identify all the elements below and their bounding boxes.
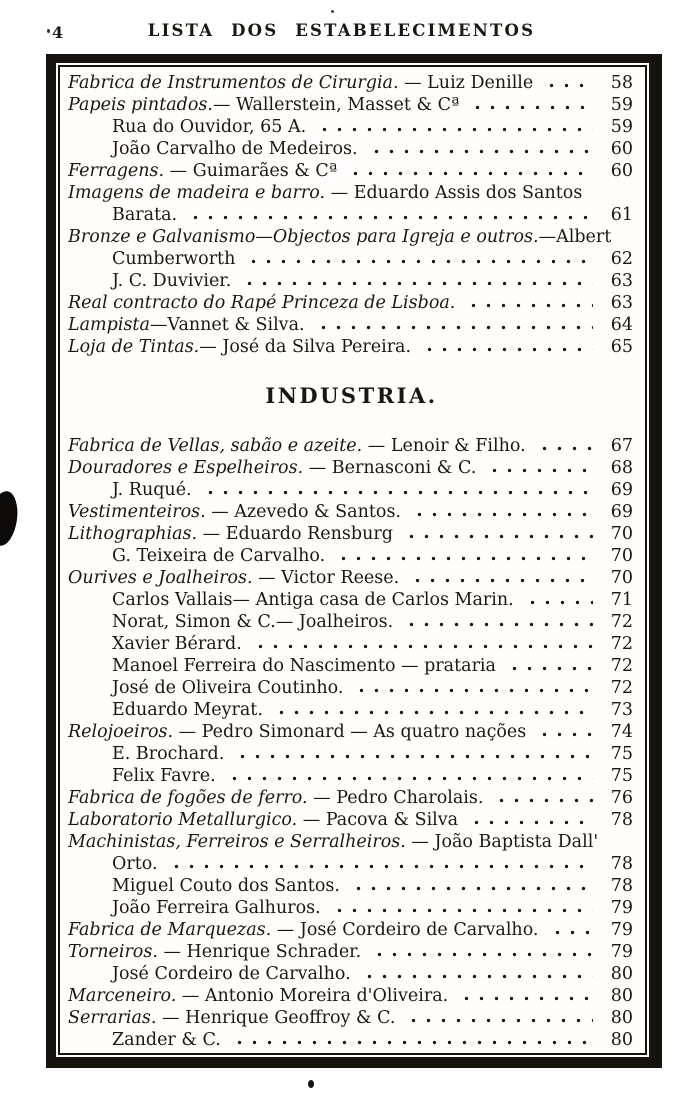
entry-category-italic: Loja de Tintas.	[68, 337, 200, 357]
entry-name-roman: Carlos Vallais— Antiga casa de Carlos Marin.	[112, 590, 514, 610]
entry-page-number: 70	[610, 568, 633, 588]
entry-page-number: 60	[610, 161, 633, 181]
entry-name-roman: — Antonio Moreira d'Oliveira.	[176, 986, 449, 1006]
dot-leader	[368, 941, 593, 963]
index-entry-row	[68, 226, 635, 248]
dot-leader	[521, 589, 593, 611]
entry-name-roman: — José da Silva Pereira.	[199, 337, 412, 357]
entry-name-roman: — Bernasconi & C.	[303, 458, 477, 478]
entry-name-roman: — Eduardo Assis dos Santos	[325, 183, 583, 203]
entry-page-number: 79	[610, 898, 633, 918]
dot-leader	[223, 765, 593, 787]
entry-category-italic: Ferragens.	[68, 161, 165, 181]
index-entry-row	[68, 72, 635, 94]
entry-page-number: 70	[610, 546, 633, 566]
index-entry-row	[68, 655, 635, 677]
entry-name-roman: —Albert	[538, 227, 612, 247]
entry-page-number: 79	[610, 942, 633, 962]
index-entry-row	[68, 182, 635, 204]
entry-page-number: 78	[610, 854, 633, 874]
entry-category-italic: Fabrica de Marquezas.	[68, 920, 272, 940]
index-entry-row	[68, 567, 635, 589]
entry-text	[68, 853, 158, 875]
dot-leader	[199, 479, 593, 501]
dot-leader	[313, 116, 593, 138]
index-entry-row	[68, 919, 635, 941]
entry-name-roman: — Azevedo & Santos.	[205, 502, 401, 522]
entry-category-italic: Bronze e Galvanismo—Objectos para Igreja e outros.	[68, 227, 539, 247]
index-entry-row	[68, 1007, 635, 1029]
index-frame-outer-rule	[46, 54, 662, 1068]
entry-page-number: 69	[610, 480, 633, 500]
index-entry-row	[68, 160, 635, 182]
entry-text	[68, 160, 337, 182]
dot-leader	[249, 633, 593, 655]
index-entry-row	[68, 138, 635, 160]
index-frame-inner-rule	[58, 65, 647, 1055]
index-entry-row	[68, 501, 635, 523]
entry-name-roman: João Ferreira Galhuros.	[112, 898, 321, 918]
index-entry-row	[68, 292, 635, 314]
entry-name-roman: Manoel Ferreira do Nascimento — prataria	[112, 656, 496, 676]
index-entry-row	[68, 611, 635, 633]
entry-text	[68, 919, 539, 941]
entry-text	[68, 457, 476, 479]
entry-name-roman: — João Baptista Dall'	[405, 832, 599, 852]
entry-text	[68, 941, 361, 963]
dot-leader	[184, 204, 593, 226]
entry-name-roman: João Carvalho de Medeiros.	[112, 139, 358, 159]
entry-name-roman: — Pedro Simonard — As quatro nações	[173, 722, 527, 742]
entry-text	[68, 435, 526, 457]
entry-category-italic: Laboratorio Metallurgico.	[68, 810, 298, 830]
entry-page-number: 80	[610, 986, 633, 1006]
index-entry-row	[68, 270, 635, 292]
entry-text	[68, 809, 458, 831]
folio-page-number: 4	[52, 23, 65, 42]
dot-leader	[490, 787, 593, 809]
index-entry-row	[68, 941, 635, 963]
entry-text	[68, 270, 231, 292]
entry-name-roman: — Pedro Charolais.	[307, 788, 484, 808]
dot-leader	[466, 94, 593, 116]
dot-leader	[408, 501, 593, 523]
entry-text	[68, 655, 496, 677]
entry-name-roman: J. Ruqué.	[112, 480, 192, 500]
entry-text	[68, 611, 393, 633]
entry-text	[68, 721, 526, 743]
entry-page-number: 73	[610, 700, 633, 720]
entry-page-number: 69	[610, 502, 633, 522]
entry-page-number: 72	[610, 678, 633, 698]
entry-category-italic: Lithographias.	[68, 524, 198, 544]
dot-leader	[462, 292, 593, 314]
entry-text	[68, 875, 340, 897]
entry-name-roman: — José Cordeiro de Carvalho.	[271, 920, 539, 940]
index-entry-row	[68, 985, 635, 1007]
entry-page-number: 62	[610, 249, 633, 269]
entry-page-number: 58	[610, 73, 633, 93]
index-entry-row	[68, 809, 635, 831]
index-entry-row	[68, 248, 635, 270]
index-entry-row	[68, 963, 635, 985]
entry-page-number: 80	[610, 1030, 633, 1050]
entry-page-number: 72	[610, 612, 633, 632]
entry-category-italic: Serrarias.	[68, 1008, 157, 1028]
entry-text	[68, 633, 242, 655]
entry-name-roman: — Lenoir & Filho.	[362, 436, 526, 456]
entry-text	[68, 589, 514, 611]
index-entry-row	[68, 721, 635, 743]
index-entry-row	[68, 875, 635, 897]
index-entry-row	[68, 336, 635, 358]
entry-page-number: 79	[610, 920, 633, 940]
dot-leader	[402, 1007, 593, 1029]
index-entry-row	[68, 787, 635, 809]
entry-name-roman: — Henrique Geoffroy & C.	[156, 1008, 396, 1028]
entry-page-number: 65	[610, 337, 633, 357]
entry-page-number: 75	[610, 744, 633, 764]
dot-leader	[238, 270, 593, 292]
entry-text	[68, 765, 216, 787]
entry-category-italic: Machinistas, Ferreiros e Serralheiros.	[68, 832, 406, 852]
entry-category-italic: Lampista	[68, 315, 150, 335]
entry-page-number: 63	[610, 271, 633, 291]
dot-leader	[546, 919, 594, 941]
entry-text	[68, 1029, 221, 1051]
entry-text	[68, 336, 411, 358]
index-entry-row	[68, 831, 635, 853]
entry-page-number: 78	[610, 810, 633, 830]
entry-text	[68, 545, 325, 567]
entry-name-roman: — Victor Reese.	[252, 568, 400, 588]
entry-page-number: 68	[610, 458, 633, 478]
entry-category-italic: Vestimenteiros.	[68, 502, 206, 522]
index-entry-row	[68, 633, 635, 655]
dot-leader	[344, 160, 593, 182]
entry-name-roman: Miguel Couto dos Santos.	[112, 876, 340, 896]
entry-text	[68, 182, 582, 204]
index-entry-row	[68, 743, 635, 765]
entry-page-number: 75	[610, 766, 633, 786]
entry-category-italic: Relojoeiros.	[68, 722, 174, 742]
entry-text	[68, 787, 483, 809]
index-entry-row	[68, 589, 635, 611]
entry-page-number: 78	[610, 876, 633, 896]
dot-leader	[332, 545, 593, 567]
dot-leader	[312, 314, 593, 336]
dot-leader	[455, 985, 593, 1007]
entry-name-roman: José de Oliveira Coutinho.	[112, 678, 344, 698]
entry-name-roman: Felix Favre.	[112, 766, 216, 786]
entry-page-number: 63	[610, 293, 633, 313]
entry-page-number: 64	[610, 315, 633, 335]
index-entry-row	[68, 765, 635, 787]
entry-page-number: 71	[610, 590, 633, 610]
dot-leader	[418, 336, 593, 358]
entry-page-number: 80	[610, 1008, 633, 1028]
entry-text	[68, 479, 192, 501]
dot-leader	[465, 809, 593, 831]
entry-text	[68, 1007, 395, 1029]
dot-leader	[328, 897, 593, 919]
entry-text	[68, 963, 351, 985]
entry-name-roman: Cumberworth	[112, 249, 236, 269]
entry-name-roman: — Luiz Denille	[398, 73, 534, 93]
entry-name-roman: — Pacova & Silva	[297, 810, 459, 830]
dot-leader	[483, 457, 593, 479]
dot-leader	[533, 721, 593, 743]
index-entry-row	[68, 479, 635, 501]
dot-leader	[231, 743, 593, 765]
entry-text	[68, 138, 358, 160]
entry-name-roman: José Cordeiro de Carvalho.	[112, 964, 351, 984]
index-entry-row	[68, 1029, 635, 1051]
entry-text	[68, 567, 399, 589]
index-entry-row	[68, 677, 635, 699]
dot-leader	[347, 875, 593, 897]
entry-text	[68, 72, 533, 94]
section-heading-industria: INDUSTRIA.	[265, 383, 438, 408]
index-entry-row	[68, 545, 635, 567]
dot-leader	[365, 138, 593, 160]
entry-page-number: 60	[610, 139, 633, 159]
dot-leader	[242, 248, 593, 270]
dot-leader	[533, 435, 593, 457]
entry-category-italic: Fabrica de Instrumentos de Cirurgia.	[68, 73, 399, 93]
entry-page-number: 59	[610, 95, 633, 115]
entry-name-roman: Xavier Bérard.	[112, 634, 242, 654]
entry-category-italic: Marceneiro.	[68, 986, 177, 1006]
running-title: LISTA DOS ESTABELECIMENTOS	[147, 21, 536, 40]
ink-speck-top	[331, 10, 334, 13]
entry-text	[68, 226, 611, 248]
index-entry-row	[68, 523, 635, 545]
index-entry-row	[68, 204, 635, 226]
entry-name-roman: — Wallerstein, Masset & Cª	[212, 95, 460, 115]
entry-text	[68, 897, 321, 919]
entry-name-roman: J. C. Duvivier.	[112, 271, 232, 291]
entry-text	[68, 985, 448, 1007]
entry-text	[68, 523, 393, 545]
entry-category-italic: Torneiros.	[68, 942, 158, 962]
index-entry-row	[68, 699, 635, 721]
entry-name-roman: — Henrique Schrader.	[157, 942, 362, 962]
entry-name-roman: Orto.	[112, 854, 158, 874]
entry-page-number: 72	[610, 634, 633, 654]
entries-list-commerce	[68, 72, 635, 358]
index-entry-row	[68, 94, 635, 116]
entry-name-roman: Eduardo Meyrat.	[112, 700, 263, 720]
entry-name-roman: G. Teixeira de Carvalho.	[112, 546, 326, 566]
dot-leader	[270, 699, 593, 721]
entry-text	[68, 831, 598, 853]
dot-leader	[406, 567, 593, 589]
entry-text	[68, 743, 224, 765]
entry-name-roman: Barata.	[112, 205, 178, 225]
entry-category-italic: Fabrica de Vellas, sabão e azeite.	[68, 436, 363, 456]
dot-leader	[400, 523, 593, 545]
dot-leader	[358, 963, 593, 985]
entry-name-roman: — Eduardo Rensburg	[197, 524, 393, 544]
entry-name-roman: —Vannet & Silva.	[149, 315, 305, 335]
dot-leader	[165, 853, 593, 875]
entry-page-number: 70	[610, 524, 633, 544]
entry-text	[68, 292, 455, 314]
index-entry-row	[68, 314, 635, 336]
entry-category-italic: Papeis pintados.	[68, 95, 213, 115]
entry-page-number: 67	[610, 436, 633, 456]
index-entry-row	[68, 116, 635, 138]
dot-leader	[350, 677, 593, 699]
entry-page-number: 72	[610, 656, 633, 676]
entry-category-italic: Real contracto do Rapé Princeza de Lisboa.	[68, 293, 456, 313]
entry-name-roman: Norat, Simon & C.— Joalheiros.	[112, 612, 394, 632]
entry-category-italic: Douradores e Espelheiros.	[68, 458, 304, 478]
entry-name-roman: E. Brochard.	[112, 744, 225, 764]
index-entry-row	[68, 853, 635, 875]
entry-page-number: 74	[610, 722, 633, 742]
entry-text	[68, 314, 305, 336]
index-entry-row	[68, 435, 635, 457]
index-entry-row	[68, 897, 635, 919]
entry-text	[68, 116, 306, 138]
entry-name-roman: — Guimarães & Cª	[164, 161, 338, 181]
entry-page-number: 59	[610, 117, 633, 137]
dot-leader	[540, 72, 593, 94]
entry-text	[68, 501, 401, 523]
entry-name-roman: Rua do Ouvidor, 65 A.	[112, 117, 307, 137]
dot-leader	[400, 611, 593, 633]
entry-category-italic: Imagens de madeira e barro.	[68, 183, 326, 203]
entry-page-number: 76	[610, 788, 633, 808]
entry-category-italic: Fabrica de fogões de ferro.	[68, 788, 308, 808]
entry-page-number: 61	[610, 205, 633, 225]
entry-text	[68, 248, 235, 270]
index-entry-row	[68, 457, 635, 479]
entry-text	[68, 699, 263, 721]
ink-speck-bottom	[308, 1080, 314, 1088]
entry-text	[68, 677, 343, 699]
entry-page-number: 80	[610, 964, 633, 984]
dot-leader	[228, 1029, 593, 1051]
ink-blot-left-margin	[0, 489, 21, 547]
dot-leader	[503, 655, 593, 677]
entry-name-roman: Zander & C.	[112, 1030, 221, 1050]
entry-text	[68, 204, 177, 226]
entries-list-industria	[68, 435, 635, 1051]
entry-text	[68, 94, 459, 116]
entry-category-italic: Ourives e Joalheiros.	[68, 568, 253, 588]
